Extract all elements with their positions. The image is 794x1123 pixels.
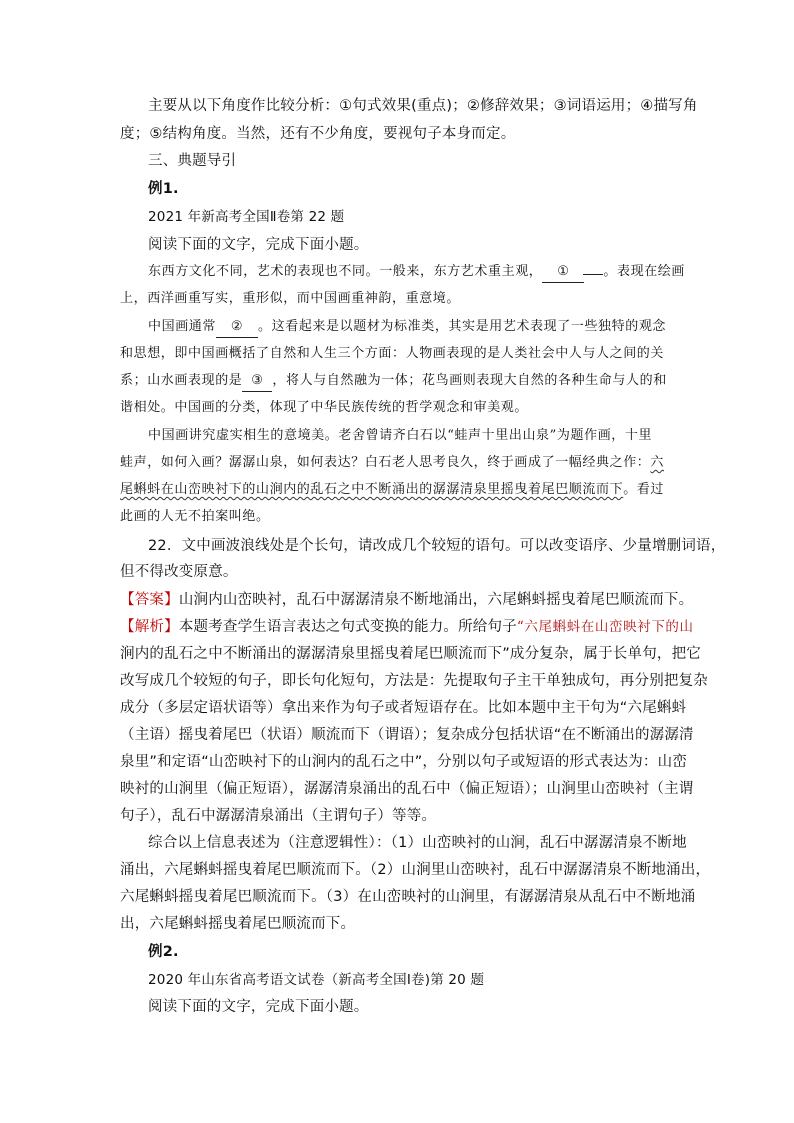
answer-line bbox=[120, 590, 693, 610]
example-2-source: 2020 年山东省高考语文试卷（新高考全国Ⅰ卷)第 20 题 bbox=[148, 972, 485, 988]
blank-1-tail bbox=[583, 274, 603, 275]
passage-p1-line-1 bbox=[148, 262, 685, 283]
question-line-2: 但不得改变原意。 bbox=[120, 564, 238, 580]
passage-p2-line-1 bbox=[148, 317, 666, 338]
analysis-line-7: 映衬的山涧里（偏正短语），潺潺清泉涌出的乱石中（偏正短语）；山涧里山峦映衬（主谓 bbox=[120, 781, 694, 797]
passage-p2-line-4: 谐相处。中国画的分类，体现了中华民族传统的哲学观念和审美观。 bbox=[120, 400, 529, 415]
analysis-line-9: 综合以上信息表述为（注意逻辑性）：（1）山峦映衬的山涧，乱石中潺潺清泉不断地 bbox=[148, 835, 687, 851]
analysis-line-12: 出，六尾蝌蚪摇曳着尾巴顺流而下。 bbox=[120, 916, 356, 932]
passage-text: 蛙声，如何入画？潺潺山泉，如何表达？白石老人思考良久，终于画成了一幅经典之作： bbox=[120, 455, 651, 470]
analysis-line-3: 改写成几个较短的句子，即长句化短句，方法是：先提取句子主干单独成句，再分别把复杂 bbox=[120, 673, 708, 689]
passage-text: 东西方文化不同，艺术的表现也不同。一般来，东方艺术重主观， bbox=[148, 264, 543, 279]
section-heading: 三、典题导引 bbox=[148, 153, 237, 169]
blank-3: ③ bbox=[242, 371, 272, 392]
passage-p1-line-2: 上，西洋画重写实，重形似，而中国画重神韵，重意境。 bbox=[120, 291, 461, 306]
passage-p3-line-1: 中国画讲究虚实相生的意境美。老舍曾请齐白石以“蛙声十里出山泉”为题作画，十里 bbox=[148, 428, 653, 443]
passage-p2-line-3 bbox=[120, 371, 667, 392]
question-line-1: 22．文中画波浪线处是个长句，请改成几个较短的语句。可以改变语序、少量增删词语， bbox=[148, 538, 726, 554]
passage-p3-line-4: 此画的人无不拍案叫绝。 bbox=[120, 509, 270, 524]
passage-text: 。这看起来是以题材为标准类，其实是用艺术表现了一些独特的观念 bbox=[258, 319, 667, 334]
example-1-source: 2021 年新高考全国Ⅱ卷第 22 题 bbox=[148, 209, 345, 225]
example-1-label: 例1. bbox=[148, 181, 179, 197]
analysis-quote: “六尾蝌蚪在山峦映衬下的山 bbox=[516, 619, 694, 635]
passage-p3-line-3 bbox=[120, 480, 664, 500]
passage-text: ，将人与自然融为一体；花鸟画则表现大自然的各种生命与人的和 bbox=[272, 373, 667, 388]
example-2-label: 例2. bbox=[148, 944, 179, 960]
analysis-line-6: 泉里”和定语“山峦映衬下的山涧内的乱石之中”，分别以句子或短语的形式表达为：山峦 bbox=[120, 754, 688, 770]
analysis-line-8: 句子），乱石中潺潺清泉涌出（主谓句子）等等。 bbox=[120, 808, 437, 824]
answer-text: 山涧内山峦映衬，乱石中潺潺清泉不断地涌出，六尾蝌蚪摇曳着尾巴顺流而下。 bbox=[178, 592, 694, 608]
blank-1: ① bbox=[542, 262, 584, 283]
intro-line-2: 度；⑤结构角度。当然，还有不少角度，要视句子本身而定。 bbox=[120, 126, 516, 142]
wavy-underlined-text: 六 bbox=[650, 455, 665, 470]
analysis-text: 本题考查学生语言表达之句式变换的能力。所给句子 bbox=[178, 619, 517, 635]
analysis-line-1 bbox=[120, 617, 694, 637]
analysis-label: 【解析】 bbox=[120, 619, 179, 635]
analysis-line-5: （主语）摇曳着尾巴（状语）顺流而下（谓语）；复杂成分包括状语“在不断涌出的潺潺清 bbox=[120, 727, 694, 743]
passage-text: 系；山水画表现的是 bbox=[120, 373, 243, 388]
example-2-instruction: 阅读下面的文字，完成下面小题。 bbox=[148, 999, 369, 1015]
example-1-instruction: 阅读下面的文字，完成下面小题。 bbox=[148, 237, 369, 253]
passage-text: 中国画通常 bbox=[148, 319, 217, 334]
intro-line-1: 主要从以下角度作比较分析：①句式效果(重点)；②修辞效果；③词语运用；④描写角 bbox=[148, 98, 698, 114]
passage-text: 。表现在绘画 bbox=[603, 264, 686, 279]
analysis-line-10: 涌出，六尾蝌蚪摇曳着尾巴顺流而下。（2）山涧里山峦映衬，乱石中潺潺清泉不断地涌出， bbox=[120, 862, 711, 878]
wavy-underlined-text: 尾蝌蚪在山峦映衬下的山涧内的乱石之中不断涌出的潺潺清泉里摇曳着尾巴顺流而下 bbox=[120, 482, 624, 497]
blank-2: ② bbox=[216, 317, 258, 338]
answer-label: 【答案】 bbox=[120, 592, 179, 608]
passage-p2-line-2: 和思想，即中国画概括了自然和人生三个方面：人物画表现的是人类社会中人与人之间的关 bbox=[120, 346, 665, 361]
passage-text: 。看过 bbox=[623, 482, 665, 497]
analysis-line-11: 六尾蝌蚪摇曳着尾巴顺流而下。（3）在山峦映衬的山涧里，有潺潺清泉从乱石中不断地涌 bbox=[120, 889, 696, 905]
passage-p3-line-2 bbox=[120, 453, 664, 473]
analysis-line-4: 成分（多层定语状语等）拿出来作为句子或者短语存在。比如本题中主干句为“六尾蝌蚪 bbox=[120, 700, 687, 716]
analysis-line-2: 涧内的乱石之中不断涌出的潺潺清泉里摇曳着尾巴顺流而下”成分复杂，属于长单句，把它 bbox=[120, 646, 702, 662]
